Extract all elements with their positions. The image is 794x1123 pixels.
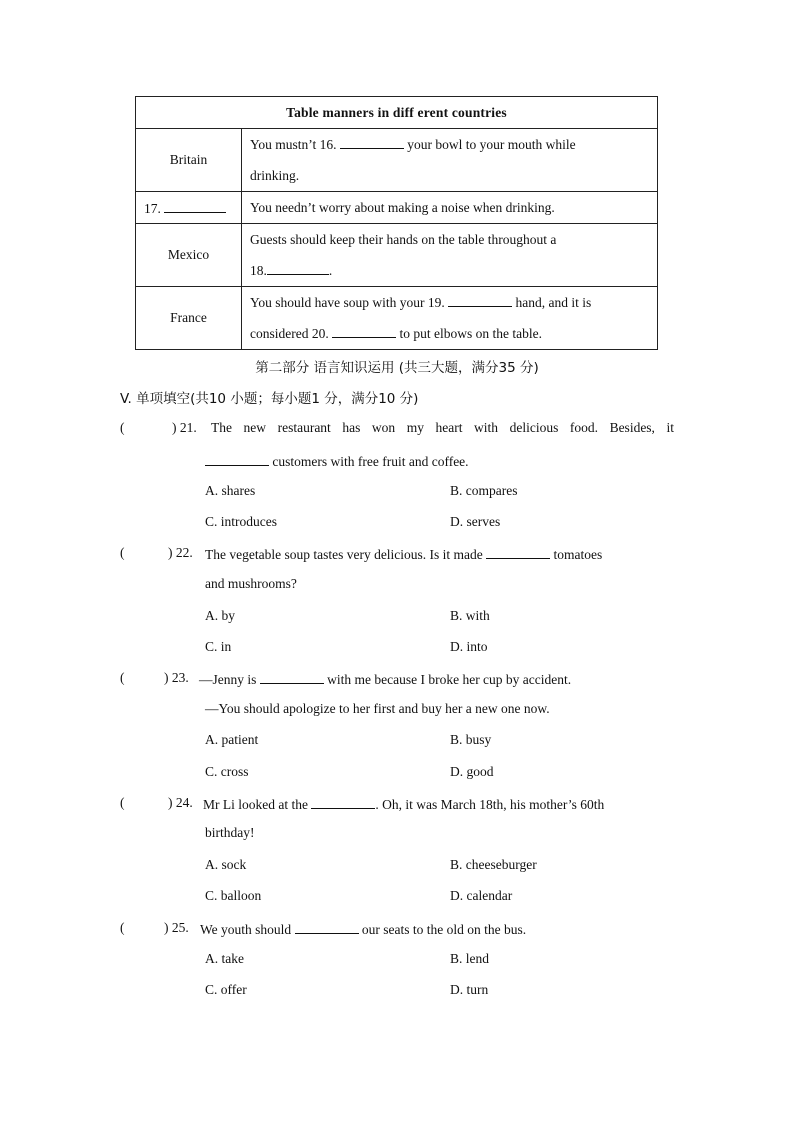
stem-text: The vegetable soup tastes very delicious. Is it made [205, 547, 483, 562]
option-c[interactable]: C. balloon [205, 888, 262, 903]
answer-blank-20[interactable] [332, 324, 396, 338]
option-c[interactable]: C. introduces [205, 514, 277, 529]
table-row [136, 129, 658, 192]
part-title: 第二部分 语言知识运用 (共三大题，满分35 分) [255, 360, 539, 376]
question-number: ) 25. [164, 920, 189, 935]
stem-text: Mr Li looked at the [203, 797, 308, 812]
answer-blank-24[interactable] [311, 795, 375, 809]
option-d[interactable]: D. good [450, 764, 494, 779]
option-b[interactable]: B. lend [450, 951, 489, 966]
table-row [136, 287, 658, 350]
table-manners-table [135, 96, 658, 350]
stem-text: We youth should [200, 922, 292, 937]
stem-text: . Oh, it was March 18th, his mother’s 60th [375, 797, 605, 812]
table-title: Table manners in diff erent countries [136, 97, 658, 129]
rule-text: hand, and it is [515, 295, 592, 310]
country-cell: Mexico [136, 224, 242, 287]
question-stem-cont: —You should apologize to her first and buy her a new one now. [205, 701, 550, 716]
section-title: V. 单项填空(共10 小题；每小题1 分，满分10 分) [120, 391, 419, 407]
rule-text: You should have soup with your 19. [250, 295, 445, 310]
question-stem-cont [205, 452, 469, 470]
option-b[interactable]: B. with [450, 608, 490, 623]
rule-text: Guests should keep their hands on the table throughout a [250, 232, 557, 247]
country-cell: Britain [136, 129, 242, 192]
country-cell: France [136, 287, 242, 350]
option-c[interactable]: C. offer [205, 982, 247, 997]
option-a[interactable]: A. sock [205, 857, 247, 872]
answer-blank-18[interactable] [267, 261, 329, 275]
rule-text: drinking. [250, 168, 300, 183]
option-d[interactable]: D. serves [450, 514, 501, 529]
question-stem-cont: birthday! [205, 825, 255, 840]
option-d[interactable]: D. turn [450, 982, 489, 997]
rule-text: . [328, 263, 333, 278]
rule-text: considered 20. [250, 326, 329, 341]
answer-blank-19[interactable] [448, 293, 512, 307]
option-c[interactable]: C. cross [205, 764, 249, 779]
option-a[interactable]: A. patient [205, 732, 259, 747]
question-number: ) 21. [172, 420, 197, 435]
question-stem-cont: and mushrooms? [205, 576, 297, 591]
answer-paren[interactable]: ( [120, 795, 125, 810]
option-a[interactable]: A. take [205, 951, 244, 966]
answer-blank-16[interactable] [340, 135, 404, 149]
question-stem [203, 795, 604, 813]
country-cell [136, 192, 242, 224]
question-stem [200, 920, 526, 938]
answer-blank-23[interactable] [260, 670, 324, 684]
option-a[interactable]: A. shares [205, 483, 256, 498]
option-d[interactable]: D. calendar [450, 888, 513, 903]
rule-text: your bowl to your mouth while [407, 137, 576, 152]
option-c[interactable]: C. in [205, 639, 232, 654]
stem-text: —Jenny is [199, 672, 257, 687]
question-number: ) 24. [168, 795, 193, 810]
rule-cell [242, 129, 658, 192]
answer-blank-25[interactable] [295, 920, 359, 934]
stem-text: tomatoes [553, 547, 603, 562]
option-a[interactable]: A. by [205, 608, 235, 623]
answer-paren[interactable]: ( [120, 920, 125, 935]
rule-cell: You needn’t worry about making a noise when drinking. [242, 192, 658, 224]
rule-text: to put elbows on the table. [399, 326, 542, 341]
option-b[interactable]: B. compares [450, 483, 518, 498]
question-stem [205, 545, 602, 563]
question-number: ) 22. [168, 545, 193, 560]
answer-paren[interactable]: ( [120, 545, 125, 560]
option-b[interactable]: B. cheeseburger [450, 857, 537, 872]
rule-text: You mustn’t 16. [250, 137, 337, 152]
rule-text: 18. [250, 263, 267, 278]
answer-blank-17[interactable] [164, 199, 226, 213]
stem-text: with me because I broke her cup by accident. [327, 672, 572, 687]
stem-text: our seats to the old on the bus. [361, 922, 527, 937]
answer-blank-21[interactable] [205, 452, 269, 466]
country-label: 17. [144, 200, 161, 216]
option-b[interactable]: B. busy [450, 732, 492, 747]
answer-paren[interactable]: ( [120, 670, 125, 685]
table-row [136, 224, 658, 287]
question-stem: The new restaurant has won my heart with delicious food. Besides, it [211, 420, 674, 435]
answer-blank-22[interactable] [486, 545, 550, 559]
option-d[interactable]: D. into [450, 639, 488, 654]
rule-cell [242, 287, 658, 350]
question-stem [199, 670, 571, 688]
question-number: ) 23. [164, 670, 189, 685]
rule-cell [242, 224, 658, 287]
table-row [136, 192, 658, 224]
stem-text: customers with free fruit and coffee. [272, 454, 469, 469]
answer-paren[interactable]: ( [120, 420, 125, 435]
